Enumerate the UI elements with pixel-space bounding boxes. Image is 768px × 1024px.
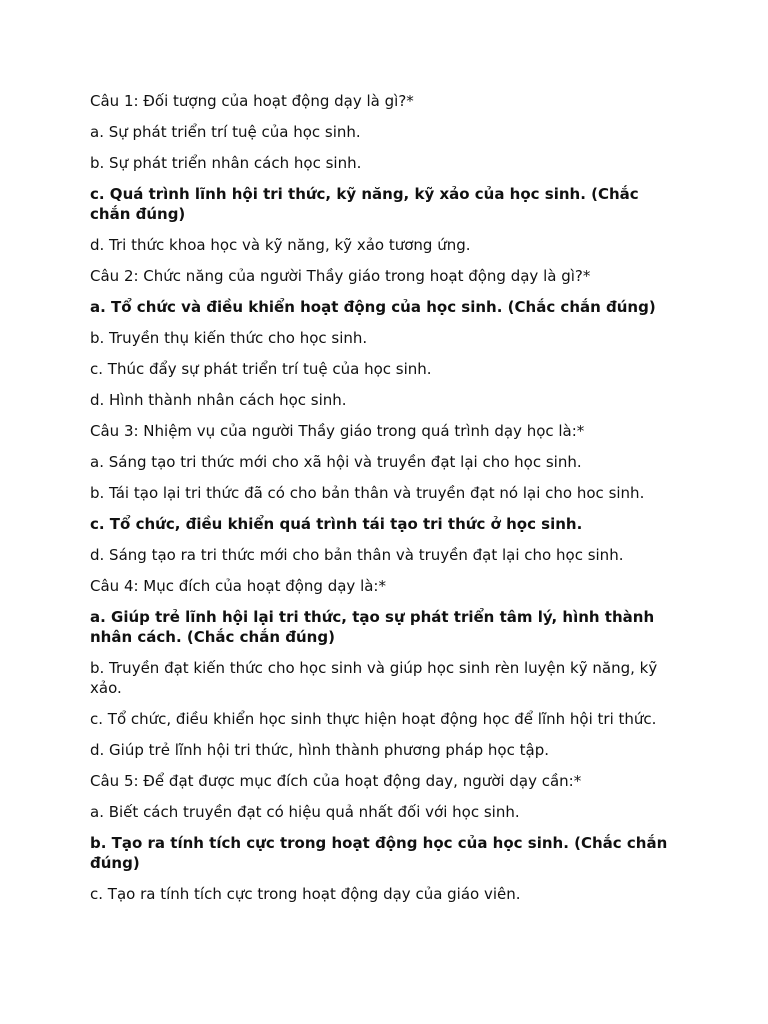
question-5-option-c: c. Tạo ra tính tích cực trong hoạt động dạy của giáo viên. xyxy=(90,885,521,903)
question-5-title: Câu 5: Để đạt được mục đích của hoạt động day, người dạy cần:* xyxy=(90,772,582,790)
question-3-title: Câu 3: Nhiệm vụ của người Thầy giáo trong quá trình dạy học là:* xyxy=(90,422,585,440)
question-5-option-b-answer: b. Tạo ra tính tích cực trong hoạt động học của học sinh. (Chắc chắn đúng) xyxy=(90,834,668,872)
question-2-option-c: c. Thúc đẩy sự phát triển trí tuệ của học sinh. xyxy=(90,360,432,378)
question-2-option-d: d. Hình thành nhân cách học sinh. xyxy=(90,391,347,409)
question-4-title: Câu 4: Mục đích của hoạt động dạy là:* xyxy=(90,577,386,595)
question-1-option-b: b. Sự phát triển nhân cách học sinh. xyxy=(90,154,362,172)
question-1-title: Câu 1: Đối tượng của hoạt động dạy là gì?* xyxy=(90,92,414,110)
question-3-option-d: d. Sáng tạo ra tri thức mới cho bản thân và truyền đạt lại cho học sinh. xyxy=(90,546,624,564)
question-4-option-c: c. Tổ chức, điều khiển học sinh thực hiện hoạt động học để lĩnh hội tri thức. xyxy=(90,710,657,728)
question-3-option-a: a. Sáng tạo tri thức mới cho xã hội và truyền đạt lại cho học sinh. xyxy=(90,453,582,471)
question-5-option-a: a. Biết cách truyền đạt có hiệu quả nhất đối với học sinh. xyxy=(90,803,520,821)
question-3-option-b: b. Tái tạo lại tri thức đã có cho bản thân và truyền đạt nó lại cho hoc sinh. xyxy=(90,484,645,502)
document-page xyxy=(90,91,680,915)
question-2-option-a-answer: a. Tổ chức và điều khiển hoạt động của học sinh. (Chắc chắn đúng) xyxy=(90,298,656,316)
question-2-option-b: b. Truyền thụ kiến thức cho học sinh. xyxy=(90,329,368,347)
question-1-option-d: d. Tri thức khoa học và kỹ năng, kỹ xảo tương ứng. xyxy=(90,236,471,254)
question-1-option-c-answer: c. Quá trình lĩnh hội tri thức, kỹ năng, kỹ xảo của học sinh. (Chắc chắn đúng) xyxy=(90,185,639,223)
question-3-option-c-answer: c. Tổ chức, điều khiển quá trình tái tạo tri thức ở học sinh. xyxy=(90,515,583,533)
question-4-option-a-answer: a. Giúp trẻ lĩnh hội lại tri thức, tạo sự phát triển tâm lý, hình thành nhân cách. (Chắc chắn đúng) xyxy=(90,608,655,646)
question-1-option-a: a. Sự phát triển trí tuệ của học sinh. xyxy=(90,123,361,141)
question-4-option-d: d. Giúp trẻ lĩnh hội tri thức, hình thành phương pháp học tập. xyxy=(90,741,549,759)
question-4-option-b: b. Truyền đạt kiến thức cho học sinh và giúp học sinh rèn luyện kỹ năng, kỹ xảo. xyxy=(90,659,658,697)
question-2-title: Câu 2: Chức năng của người Thầy giáo trong hoạt động dạy là gì?* xyxy=(90,267,591,285)
